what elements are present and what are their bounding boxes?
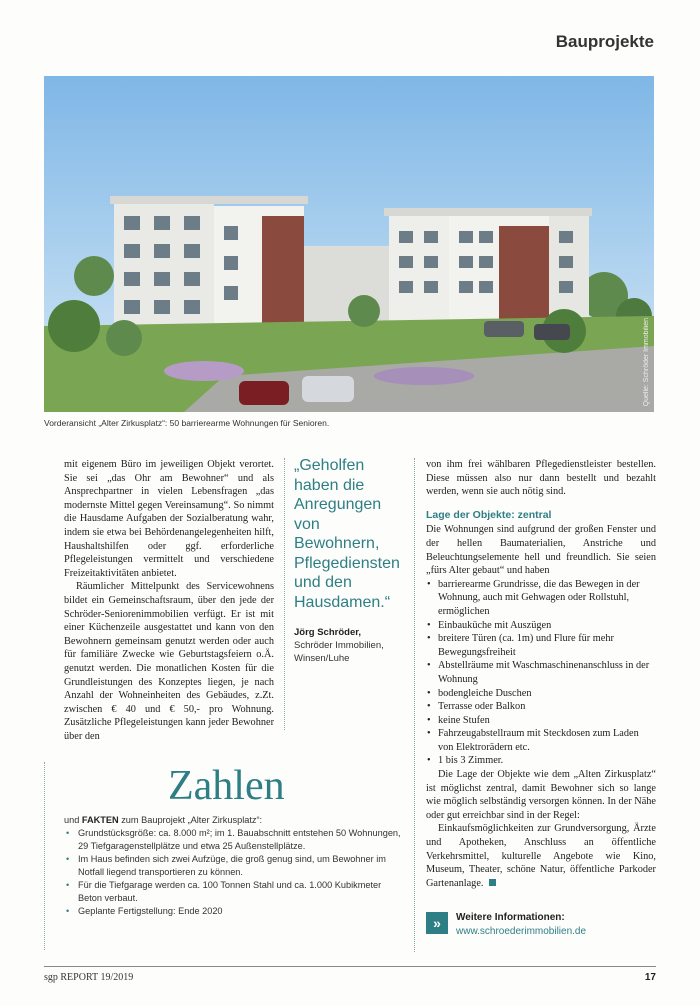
list-item: • Einbauküche mit Auszügen	[438, 619, 656, 633]
paragraph: Räumlicher Mittelpunkt des Servicewohnens bildet ein Gemeinschaftsraum, über den jede der Schröder-Seniorenimmobilien verfügt. Er ist mit einer Küchenzeile ausgestattet und kann von den Bewohnern gemeinsam genutzt werden oder auch für familiäre Zwecke wie Geburtstagsfeiern o.Ä. genutzt werden. Die monatlichen Kosten für die Grundleistungen des Konzeptes liegen, je nach Anzahl der Wohneinheiten des Gebäudes, z.Zt. zwischen € 40 und € 50,- pro Wohnung. Zusätzliche Pflegeleistungen kann jeder Bewohner über den	[64, 581, 274, 742]
quote-attribution	[294, 626, 404, 665]
facts-lead-bold: FAKTEN	[81, 815, 119, 825]
facts-title: Zahlen	[168, 763, 285, 809]
quote-affiliation: Schröder Immobilien, Winsen/Luhe	[294, 640, 384, 664]
building-rendering-image	[44, 76, 654, 412]
paragraph: mit eigenem Büro im jeweiligen Objekt verortet. Sie sei „das Ohr am Bewohner“ und als Ansprechpartner in vielen Lebensfragen „das modernste Mittel gegen Vereinsamung“. So nimmt die Hausdame Aufgaben der Sozialberatung wahr, indem sie etwa bei Behördenangelegenheiten hilft, Haushaltshilfen oder ggf. erforderliche Pflegeleistungen vermittelt und verschiedene Freizeitaktivitäten anbietet.	[64, 459, 274, 579]
more-info-label: Weitere Informationen:	[456, 912, 565, 923]
facts-lead	[64, 814, 404, 827]
magazine-issue: sgp REPORT 19/2019	[44, 972, 134, 983]
list-item: • keine Stufen	[438, 714, 656, 728]
page-number: 17	[644, 972, 656, 983]
section-title: Bauprojekte	[555, 32, 654, 51]
list-item: • breitere Türen (ca. 1m) und Flure für mehr Bewegungsfreiheit	[438, 632, 656, 659]
facts-box	[64, 814, 404, 918]
paragraph-text: Einkaufsmöglichkeiten zur Grundversorgung, Ärzte und Apotheken, Anschluss an öffentliche Verkehrsmittel, kulturelle Angebote wie Kino, Museum, Theater, schöne Natur, öffentliche Parkoder Gartenanlage.	[426, 823, 656, 889]
double-chevron-right-icon[interactable]: »	[426, 912, 448, 934]
website-link[interactable]: www.schroederimmobilien.de	[456, 926, 587, 937]
paragraph: Die Wohnungen sind aufgrund der großen Fenster und der hellen Baumaterialien, Anstriche und Beleuchtungselemente hell und freundlich. Sie seien „fürs Alter gebaut“ und haben	[426, 524, 656, 577]
facts-list	[64, 827, 404, 918]
fact-item: • Im Haus befinden sich zwei Aufzüge, die groß genug sind, um Bewohner im Notfall liegend transportieren zu können.	[78, 853, 404, 879]
list-item: • Terrasse oder Balkon	[438, 700, 656, 714]
footer-divider	[44, 966, 656, 967]
column-divider	[284, 458, 285, 730]
quote-text: „Geholfen haben die Anregungen von Bewohnern, Pflegediensten und den Hausdamen.“	[294, 457, 400, 611]
article-column-left	[64, 458, 274, 743]
list-item: • Fahrzeugabstellraum mit Steckdosen zum Laden von Elektrorädern etc.	[438, 727, 656, 754]
fact-item: • Geplante Fertigstellung: Ende 2020	[78, 905, 404, 918]
fact-item: • Für die Tiefgarage werden ca. 100 Tonnen Stahl und ca. 1.000 Kubikmeter Beton verbaut.	[78, 879, 404, 905]
feature-list	[426, 578, 656, 768]
column-divider	[414, 458, 415, 952]
list-item: • bodengleiche Duschen	[438, 687, 656, 701]
quote-author: Jörg Schröder,	[294, 627, 362, 638]
paragraph: Die Lage der Objekte wie dem „Alten Zirkusplatz“ ist möglichst zentral, damit Bewohner sich so lange wie möglich selbständig versorgen können. In der Nähe oder gut erreichbar sind in der Regel:	[426, 769, 656, 821]
image-caption: Vorderansicht „Alter Zirkusplatz“: 50 barrierearme Wohnungen für Senioren.	[44, 418, 330, 428]
more-info-box	[426, 912, 656, 944]
facts-lead-pre: und	[64, 815, 82, 825]
image-credit: Quelle: Schröder Immobilien	[643, 317, 650, 406]
article-column-right	[426, 458, 656, 890]
list-item: • Abstellräume mit Waschmaschinenanschluss in der Wohnung	[438, 659, 656, 686]
list-item: • 1 bis 3 Zimmer.	[438, 754, 656, 768]
pull-quote	[294, 456, 404, 665]
facts-box-border	[44, 762, 45, 950]
paragraph: von ihm frei wählbaren Pflegedienstleister bestellen. Diese müssen also nur dann bestellt und bezahlt werden, wenn sie auch nötig sind.	[426, 459, 656, 498]
end-mark-icon	[489, 879, 496, 886]
list-item: • barrierearme Grundrisse, die das Bewegen in der Wohnung, auch mit Gehwagen oder Rollstuhl, ermöglichen	[438, 578, 656, 619]
subheading: Lage der Objekte: zentral	[426, 508, 552, 521]
paragraph-last	[426, 822, 656, 890]
fact-item: • Grundstücksgröße: ca. 8.000 m²; im 1. Bauabschnitt entstehen 50 Wohnungen, 29 Tiefgaragenstellplätze und etwa 25 Außenstellplätze.	[78, 827, 404, 853]
facts-lead-post: zum Bauprojekt „Alter Zirkusplatz“:	[118, 815, 263, 825]
